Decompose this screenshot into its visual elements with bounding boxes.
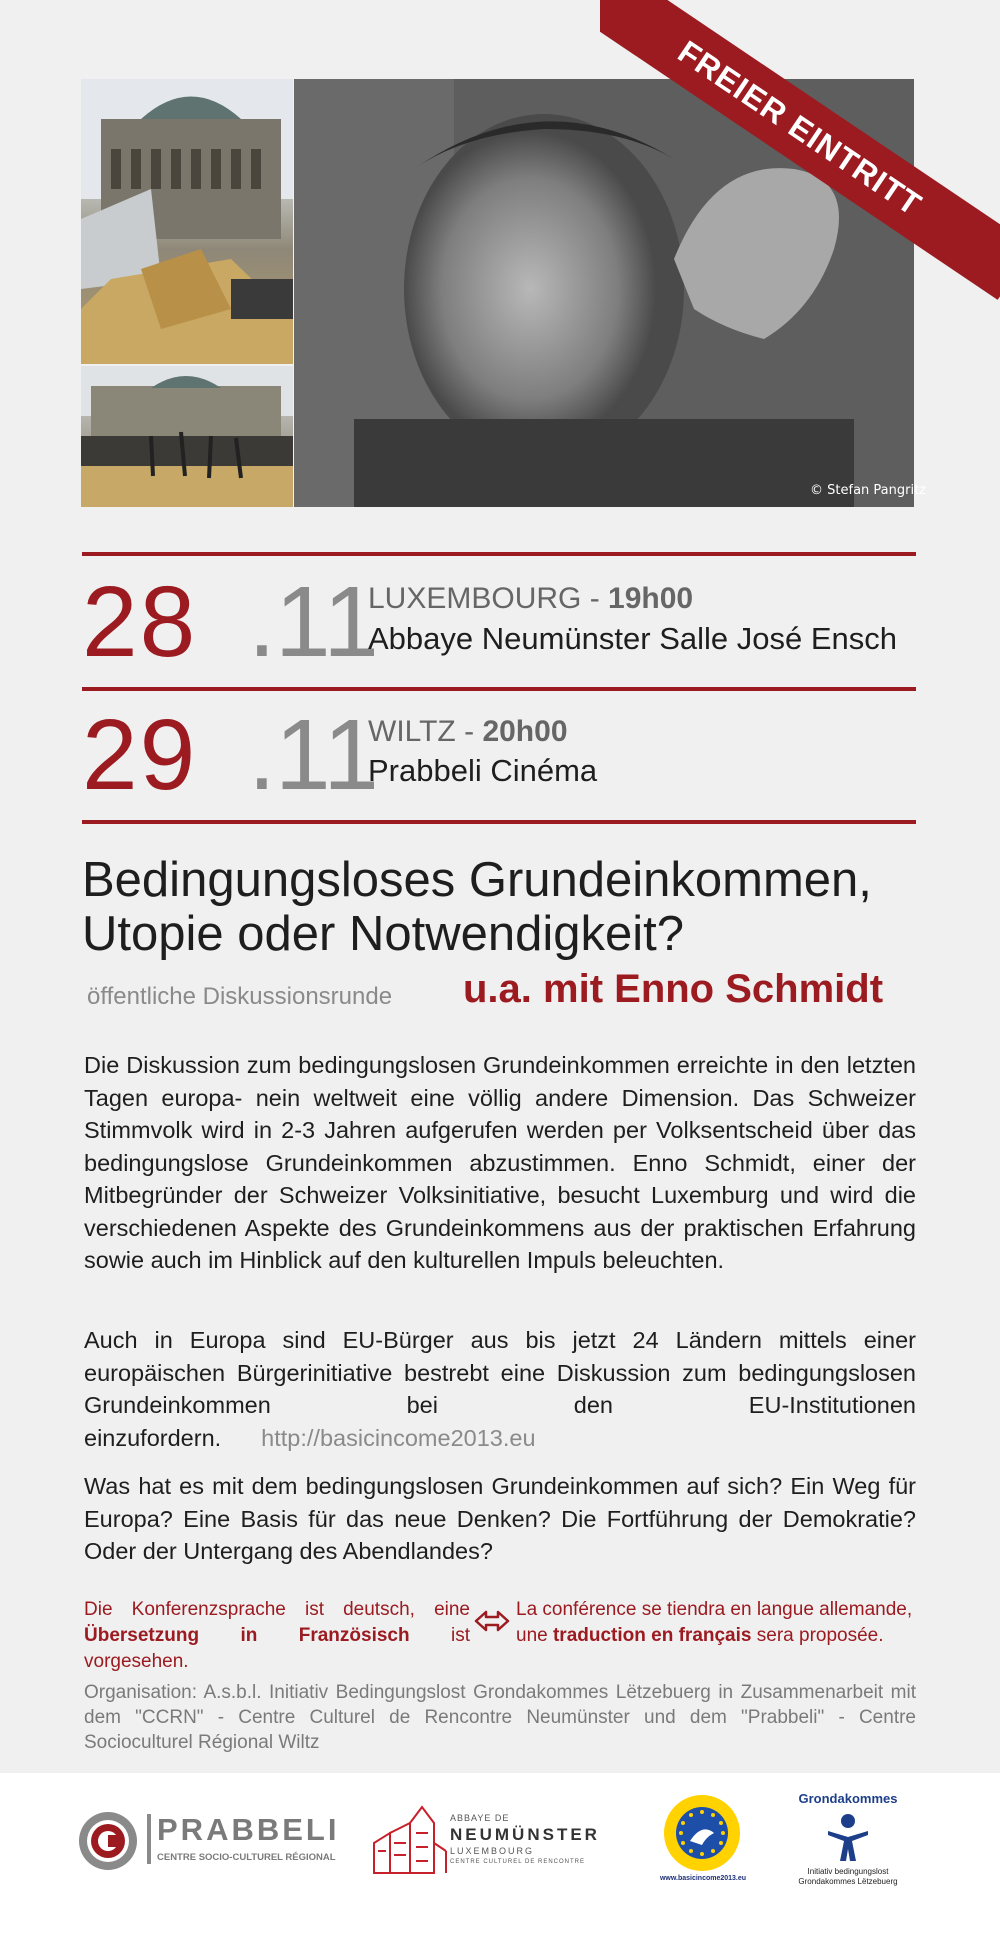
eci-logo-url: www.basicincome2013.eu [659,1875,747,1882]
neumunster-logo-pre: ABBAYE DE [450,1813,510,1823]
neumunster-logo-name: NEUMÜNSTER [450,1825,600,1844]
neumunster-logo-city: LUXEMBOURG [450,1846,535,1856]
prabbeli-logo-divider [147,1814,151,1864]
headline-line-1: Bedingungsloses Grundeinkommen, [82,853,872,907]
event-month: 11 [275,566,379,678]
neumunster-logo [370,1801,620,1881]
prabbeli-logo-tagline: CENTRE SOCIO-CULTUREL RÉGIONAL [157,1852,336,1863]
grondakommes-logo-line-2: Grondakommes Lëtzebuerg [798,1877,898,1886]
photo-credit: © Stefan Pangritz [810,483,926,498]
prabbeli-logo [77,1810,347,1880]
grondakommes-logo-line-1: Initiativ bedingungslost [807,1867,889,1876]
double-arrow-icon [474,1608,510,1634]
event-city: WILTZ [368,715,456,748]
event-city-time [368,715,568,749]
eci-logo [658,1793,748,1893]
body-paragraph-1: Die Diskussion zum bedingungslosen Grundeinkommen erreichte in den letzten Tagen europa- nein weltweit eine völlig andere Dimension. Das Schweizer Stimmvolk wird in 2-3 Jahren aufgerufen werden per Volksentscheid über das bedingungslose Grundeinkommen abzustimmen. Enno Schmidt, einer der Mitbegründer der Schweizer Volksinitiative, besucht Luxemburg und wird die verschiedenen Aspekte des Grundeinkommens aus der praktischen Erfahrung sowie auch im Hinblick auf den kulturellen Impuls beleuchten. [84,1052,916,1273]
neumunster-logo-icon [370,1803,448,1875]
body-paragraph-3: Was hat es mit dem bedingungslosen Grundeinkommen auf sich? Ein Weg für Europa? Eine Basis für das neue Denken? Die Fortführung der Demokratie? Oder der Untergang des Abendlandes? [84,1473,916,1564]
parliament-gold-coins-photo [81,79,293,364]
eci-logo-icon [662,1793,742,1873]
event-city-time [368,582,693,616]
event-dash: - [455,715,483,748]
event-dash: - [581,582,609,615]
body-paragraph-2-text: Auch in Europa sind EU-Bürger aus bis jetzt 24 Ländern mittels einer europäischen Bürgerinitiative bestrebt eine Diskussion zum bedingungslosen Grundeinkommen bei den EU-Institutionen einzufordern. [84,1327,916,1451]
language-de-part-a: Die Konferenzsprache ist deutsch, eine [84,1599,470,1620]
divider-rule [82,687,916,691]
event-date-separator: . [248,566,276,678]
divider-rule [82,552,916,556]
organisation-note: Organisation: A.s.b.l. Initiativ Bedingungslost Grondakommes Lëtzebuerg in Zusammenarbeit mit dem "CCRN" - Centre Culturel de Rencontre Neumünster und dem "Prabbeli" - Centre Socioculturel Régional Wiltz [84,1682,916,1753]
free-entry-label: FREIER EINTRITT [600,0,1000,300]
sponsor-footer [0,1773,1000,1946]
language-de-part-c: ist vorgesehen. [84,1625,471,1672]
guest-speaker: u.a. mit Enno Schmidt [463,967,884,1011]
body-paragraph-2 [84,1324,916,1454]
event-city: LUXEMBOURG [368,582,582,615]
prabbeli-logo-icon [77,1810,139,1872]
event-venue: Abbaye Neumünster Salle José Ensch [368,621,898,656]
event-day: 29 [82,699,198,811]
event-date-separator: . [248,699,276,811]
event-time: 19h00 [608,582,694,615]
language-fr-highlight: traduction en français [552,1625,752,1646]
prabbeli-logo-name: PRABBELI [157,1812,340,1847]
language-fr-part-c: sera proposée. [751,1625,884,1646]
event-venue: Prabbeli Cinéma [368,753,598,788]
grondakommes-logo-title: Grondakommes [798,1791,898,1806]
free-entry-banner [600,0,1000,300]
event-time: 20h00 [482,715,568,748]
event-day: 28 [82,566,198,678]
grondakommes-logo [788,1791,918,1901]
language-note-de [84,1597,470,1675]
language-fr-part-a: La conférence se tiendra en langue allemande, une [516,1599,913,1646]
headline [82,853,942,961]
headline-line-2: Utopie oder Notwendigkeit? [82,907,684,961]
event-month: 11 [275,699,379,811]
parliament-sweeping-photo [81,366,293,507]
grondakommes-logo-icon [822,1811,874,1863]
campaign-link[interactable]: http://basicincome2013.eu [261,1424,536,1451]
event-kind: öffentliche Diskussionsrunde [87,983,393,1010]
language-note-fr [516,1597,916,1649]
neumunster-logo-tagline: CENTRE CULTUREL DE RENCONTRE [450,1859,586,1865]
language-de-highlight: Übersetzung in Französisch [84,1625,410,1646]
divider-rule [82,820,916,824]
